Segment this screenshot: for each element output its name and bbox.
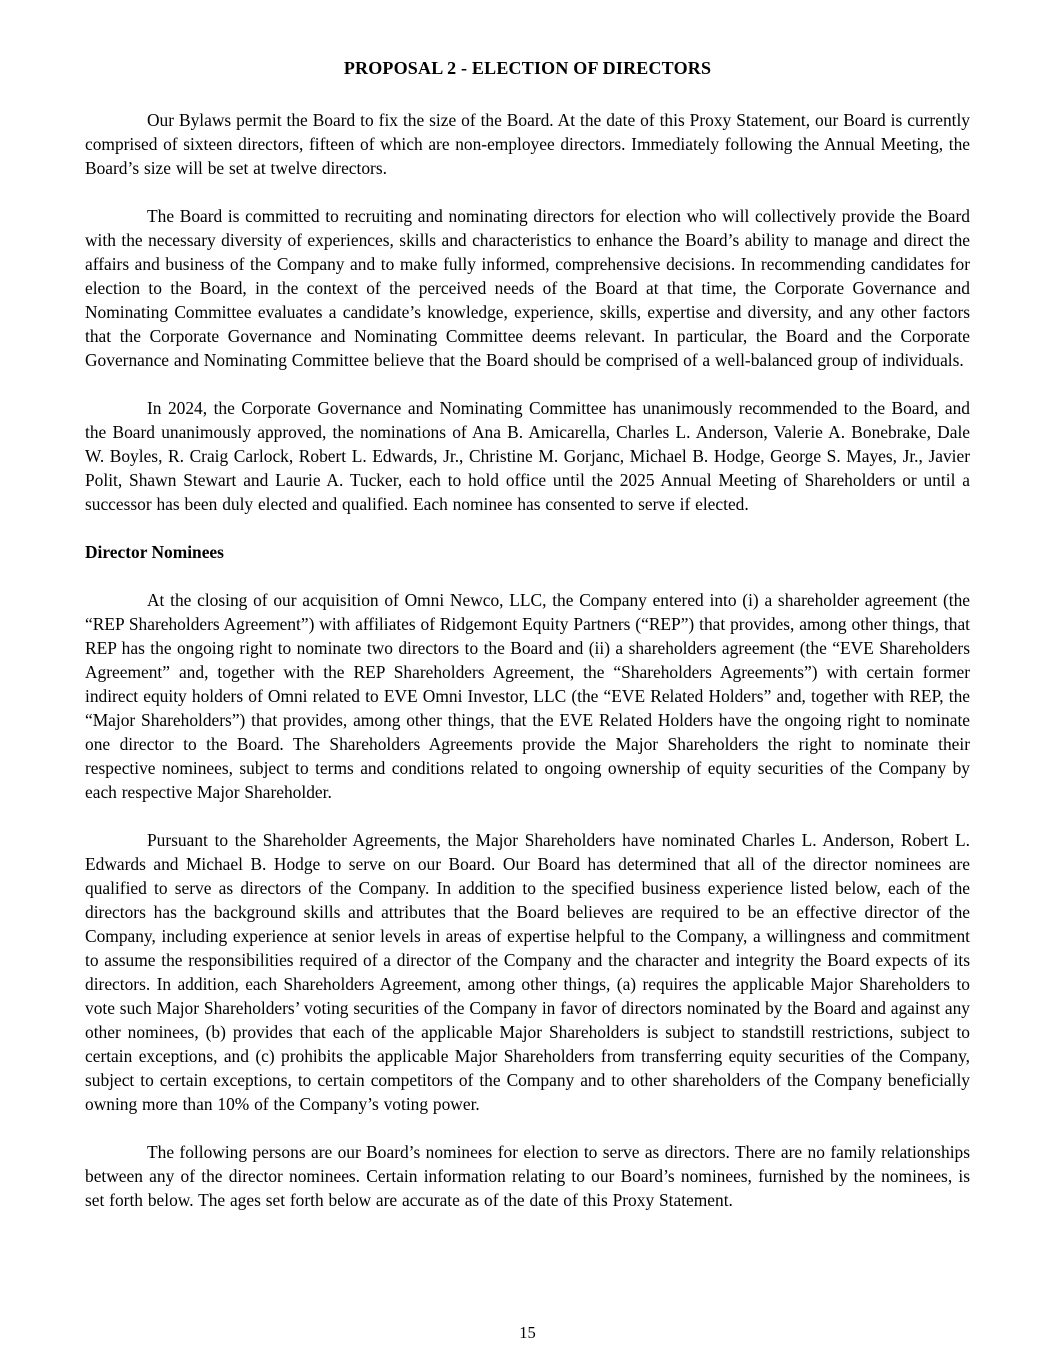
paragraph-omni-acquisition-agreements: At the closing of our acquisition of Omni Newco, LLC, the Company entered into (i) a shareholder agreement (the “REP Shareholders Agreement”) with affiliates of Ridgemont Equity Partners (“REP”) that provides, among other things, that REP has the ongoing right to nominate two directors to the Board and (ii) a shareholders agreement (the “EVE Shareholders Agreement” and, together with the REP Shareholders Agreement, the “Shareholders Agreements”) with certain former indirect equity holders of Omni related to EVE Omni Investor, LLC (the “EVE Related Holders” and, together with REP, the “Major Shareholders”) that provides, among other things, that the EVE Related Holders have the ongoing right to nominate one director to the Board. The Shareholders Agreements provide the Major Shareholders the right to nominate their respective nominees, subject to terms and conditions related to ongoing ownership of equity securities of the Company by each respective Major Shareholder. (85, 590, 970, 802)
paragraph-board-recruiting-commitment: The Board is committed to recruiting and nominating directors for election who will collectively provide the Board with the necessary diversity of experiences, skills and characteristics to enhance the Board’s ability to manage and direct the affairs and business of the Company and to make fully informed, comprehensive decisions. In recommending candidates for election to the Board, in the context of the perceived needs of the Board at that time, the Corporate Governance and Nominating Committee evaluates a candidate’s knowledge, experience, skills, expertise and diversity, and any other factors that the Corporate Governance and Nominating Committee deems relevant. In particular, the Board and the Corporate Governance and Nominating Committee believe that the Board should be comprised of a well-balanced group of individuals. (85, 206, 970, 370)
paragraph-nominees-for-election: The following persons are our Board’s nominees for election to serve as directors. There are no family relationships between any of the director nominees. Certain information relating to our Board’s nominees, furnished by the nominees, is set forth below. The ages set forth below are accurate as of the date of this Proxy Statement. (85, 1142, 970, 1210)
paragraph-2024-nominations: In 2024, the Corporate Governance and Nominating Committee has unanimously recommended to the Board, and the Board unanimously approved, the nominations of Ana B. Amicarella, Charles L. Anderson, Valerie A. Bonebrake, Dale W. Boyles, R. Craig Carlock, Robert L. Edwards, Jr., Christine M. Gorjanc, Michael B. Hodge, George S. Mayes, Jr., Javier Polit, Shawn Stewart and Laurie A. Tucker, each to hold office until the 2025 Annual Meeting of Shareholders or until a successor has been duly elected and qualified. Each nominee has consented to serve if elected. (85, 398, 970, 514)
page-number: 15 (519, 1323, 536, 1342)
page-title: PROPOSAL 2 - ELECTION OF DIRECTORS (343, 58, 712, 78)
paragraph-major-shareholder-nominees: Pursuant to the Shareholder Agreements, the Major Shareholders have nominated Charles L. Anderson, Robert L. Edwards and Michael B. Hodge to serve on our Board. Our Board has determined that all of the director nominees are qualified to serve as directors of the Company. In addition to the specified business experience listed below, each of the directors has the background skills and attributes that the Board believes are required to be an effective director of the Company, including experience at senior levels in areas of expertise helpful to the Company, a willingness and commitment to assume the responsibilities required of a director of the Company and the character and integrity the Board expects of its directors. In addition, each Shareholders Agreement, among other things, (a) requires the applicable Major Shareholders to vote such Major Shareholders’ voting securities of the Company in favor of directors nominated by the Board and against any other nominees, (b) provides that each of the applicable Major Shareholders is subject to standstill restrictions, subject to certain exceptions, and (c) prohibits the applicable Major Shareholders from transferring equity securities of the Company, subject to certain exceptions, to certain competitors of the Company and to other shareholders of the Company beneficially owning more than 10% of the Company’s voting power. (85, 830, 970, 1114)
paragraph-bylaws-board-size: Our Bylaws permit the Board to fix the size of the Board. At the date of this Proxy Statement, our Board is currently comprised of sixteen directors, fifteen of which are non-employee directors. Immediately following the Annual Meeting, the Board’s size will be set at twelve directors. (85, 110, 970, 178)
section-heading-director-nominees: Director Nominees (85, 542, 224, 562)
